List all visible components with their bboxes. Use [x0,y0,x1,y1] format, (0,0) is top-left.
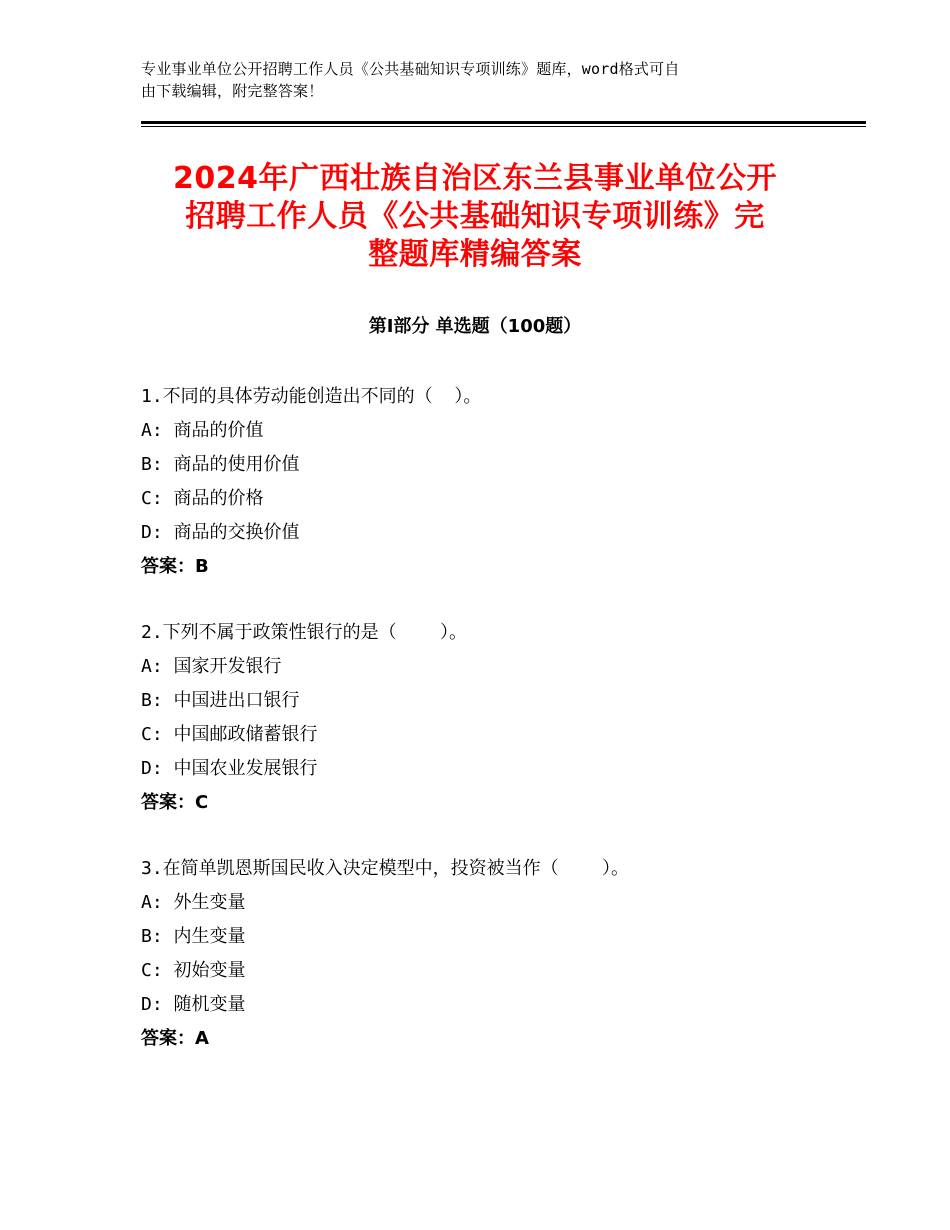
document-title-line1: 2024年广西壮族自治区东兰县事业单位公开 [173,161,777,196]
option-a: A: 商品的价值 [141,420,264,441]
option-c: C: 中国邮政储蓄银行 [141,724,318,745]
section-heading: 第Ⅰ部分 单选题（100题） [368,316,582,337]
header-note [141,58,821,102]
option-c: C: 初始变量 [141,960,246,981]
answer-key: 答案：A [141,1028,209,1049]
option-b: B: 中国进出口银行 [141,690,300,711]
header-note-line1: 专业事业单位公开招聘工作人员《公共基础知识专项训练》题库，word格式可自 [141,60,680,78]
header-divider-thin [141,126,866,127]
question-2 [141,616,861,820]
option-d: D: 随机变量 [141,994,246,1015]
header-note-line2: 由下载编辑，附完整答案！ [141,82,324,100]
document-title [120,160,830,274]
question-stem: 3.在简单凯恩斯国民收入决定模型中，投资被当作（ ）。 [141,858,630,879]
question-stem: 2.下列不属于政策性银行的是（ ）。 [141,622,468,643]
answer-key: 答案：B [141,556,209,577]
question-stem: 1.不同的具体劳动能创造出不同的（ ）。 [141,386,482,407]
option-b: B: 商品的使用价值 [141,454,300,475]
question-1 [141,380,861,584]
answer-key: 答案：C [141,792,209,813]
document-title-line2: 招聘工作人员《公共基础知识专项训练》完 [185,199,765,234]
question-list [141,380,861,1088]
option-d: D: 中国农业发展银行 [141,758,318,779]
question-3 [141,852,861,1056]
option-b: B: 内生变量 [141,926,246,947]
option-d: D: 商品的交换价值 [141,522,300,543]
option-a: A: 外生变量 [141,892,246,913]
document-title-line3: 整题库精编答案 [368,237,582,272]
option-a: A: 国家开发银行 [141,656,282,677]
option-c: C: 商品的价格 [141,488,264,509]
header-divider-thick [141,121,866,124]
